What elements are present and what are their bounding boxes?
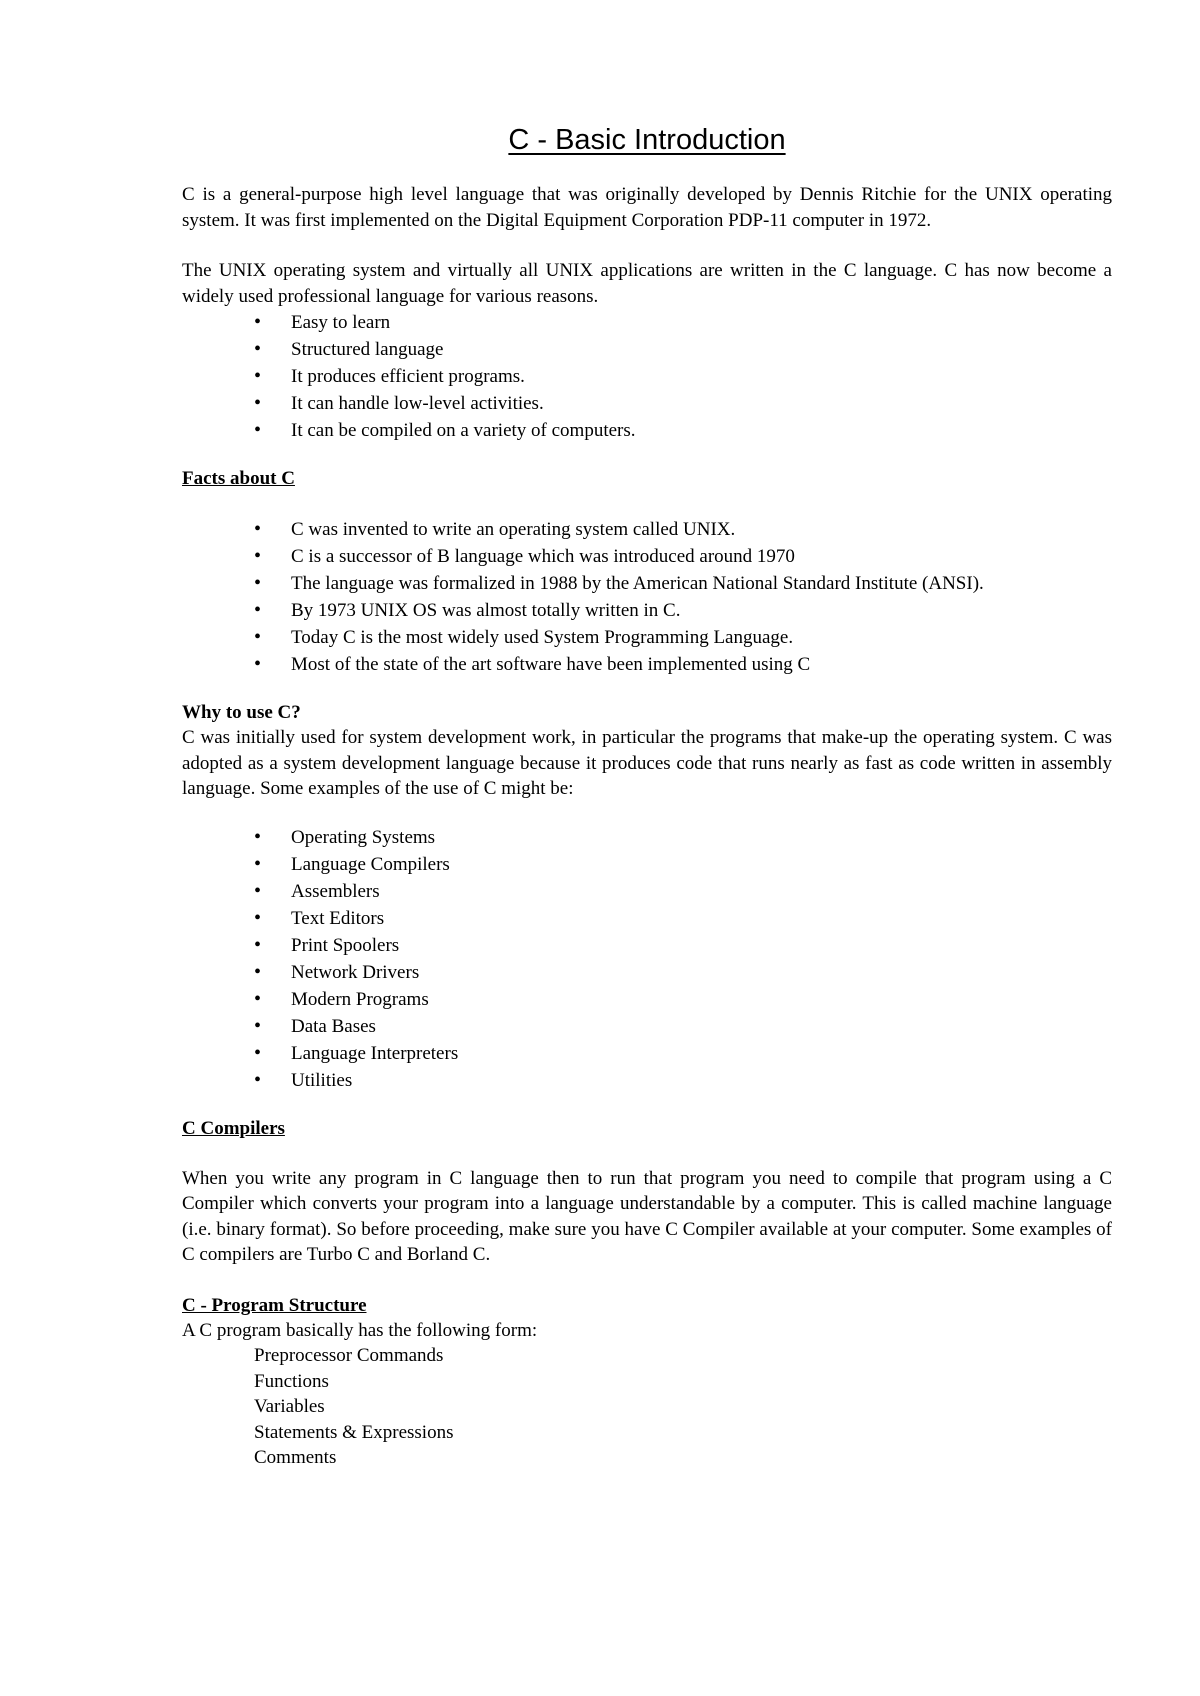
list-item: • It can handle low-level activities. [182,390,1112,417]
list-item: • Network Drivers [182,959,1112,986]
document-page [182,120,1112,1471]
list-item: Preprocessor Commands [254,1345,444,1366]
spacer [182,444,1112,466]
list-item: • Utilities [182,1067,1112,1094]
list-item: • Modern Programs [182,986,1112,1013]
spacer [182,491,1112,516]
structure-heading: C - Program Structure [182,1294,367,1316]
reasons-list [182,309,1112,444]
spacer [182,1094,1112,1116]
list-item: • The language was formalized in 1988 by the American National Standard Institute (ANSI). [182,570,1112,597]
list-item: • Print Spoolers [182,932,1112,959]
list-item: • Text Editors [182,905,1112,932]
list-item: • C was invented to write an operating system called UNIX. [182,516,1112,543]
compilers-paragraph: When you write any program in C language then to run that program you need to compile that program using a C Compiler which converts your program into a language understandable by a computer. This is called machine language (i.e. binary format). So before proceeding, make sure you have C Compiler available at your computer. Some examples of C compilers are Turbo C and Borland C. [182,1167,1112,1265]
list-item: • Today C is the most widely used System Programming Language. [182,624,1112,651]
why-paragraph: C was initially used for system development work, in particular the programs that make-up the operating system. C was adopted as a system development language because it produces code that runs nearly as fast as code written in assembly language. Some examples of the use of C might be: [182,727,1112,799]
spacer [182,233,1112,258]
list-item: • C is a successor of B language which was introduced around 1970 [182,543,1112,570]
spacer [182,1268,1112,1293]
list-item: • It produces efficient programs. [182,363,1112,390]
intro-paragraph-2: The UNIX operating system and virtually all UNIX applications are written in the C language. C has now become a widely used professional language for various reasons. [182,260,1112,307]
facts-heading: Facts about C [182,468,295,489]
examples-list [182,824,1112,1094]
spacer [182,802,1112,824]
list-item: Statements & Expressions [254,1421,454,1443]
list-item: • Structured language [182,336,1112,363]
intro-paragraph-1: C is a general-purpose high level language that was originally developed by Dennis Ritchie for the UNIX operating system. It was first implemented on the Digital Equipment Corporation PDP-11 computer in 1972. [182,184,1112,231]
list-item: • Language Compilers [182,851,1112,878]
list-item: Functions [254,1370,329,1392]
list-item: Comments [254,1447,337,1468]
spacer [182,1141,1112,1166]
list-item: • By 1973 UNIX OS was almost totally written in C. [182,597,1112,624]
list-item: • Data Bases [182,1013,1112,1040]
list-item: • Operating Systems [182,824,1112,851]
why-heading: Why to use C? [182,702,301,723]
list-item: • It can be compiled on a variety of computers. [182,417,1112,444]
spacer [182,678,1112,700]
compilers-heading: C Compilers [182,1117,285,1139]
structure-intro: A C program basically has the following form: [182,1319,538,1341]
list-item: Variables [254,1396,325,1417]
list-item: • Assemblers [182,878,1112,905]
facts-list [182,516,1112,678]
list-item: • Most of the state of the art software have been implemented using C [182,651,1112,678]
structure-parts-list [182,1343,1112,1471]
list-item: • Language Interpreters [182,1040,1112,1067]
page-title: C - Basic Introduction [508,124,786,156]
list-item: • Easy to learn [182,309,1112,336]
